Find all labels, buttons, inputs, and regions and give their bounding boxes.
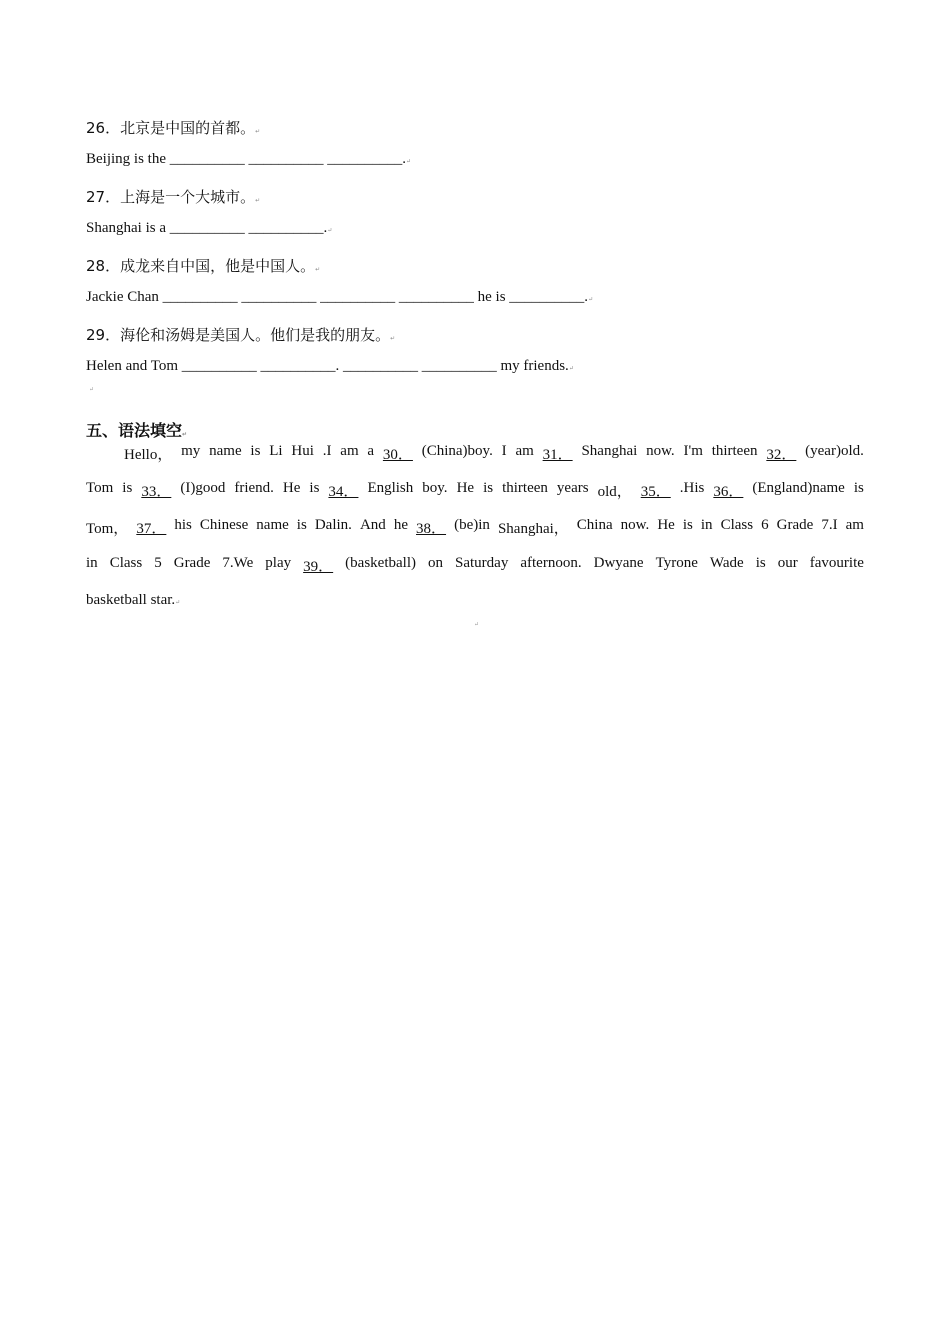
passage-word: I	[501, 443, 507, 459]
passage-word: He	[456, 480, 475, 496]
passage-word: name	[209, 443, 242, 459]
passage-word: is	[250, 443, 261, 459]
passage-word: (England)name	[752, 480, 845, 496]
passage-word: favourite	[809, 555, 864, 571]
passage-word: old，	[597, 484, 632, 500]
blank-number: 38．	[416, 521, 447, 537]
passage-word: he	[393, 517, 408, 533]
passage-line-5: basketball star.↵	[86, 592, 181, 608]
passage-word: Class	[109, 555, 143, 571]
section-title: 五、语法填空↵	[86, 421, 188, 440]
passage-word: I'm	[683, 443, 703, 459]
passage-word: is	[755, 555, 766, 571]
passage-word: is	[122, 480, 133, 496]
passage-word: a	[367, 443, 375, 459]
passage-word: boy.	[422, 480, 448, 496]
question-27-prompt: 27．上海是一个大城市。↵	[86, 188, 261, 206]
blank-number: 31．	[542, 447, 573, 463]
passage-word: my	[181, 443, 201, 459]
question-28-prompt: 28．成龙来自中国，他是中国人。↵	[86, 257, 321, 275]
passage-word: .I	[322, 443, 332, 459]
passage-word: is	[309, 480, 320, 496]
passage-word: 7.We	[222, 555, 254, 571]
question-29-prompt: 29．海伦和汤姆是美国人。他们是我的朋友。↵	[86, 326, 396, 344]
passage-line-4	[86, 555, 864, 576]
question-26-answer-line: Beijing is the __________ __________ __________.↵	[86, 151, 412, 167]
passage-word: play	[265, 555, 292, 571]
blank-number: 33．	[141, 484, 172, 500]
blank-number: 37．	[136, 521, 167, 537]
passage-word: .His	[679, 480, 705, 496]
blank-number: 30．	[382, 447, 413, 463]
passage-word: years	[556, 480, 589, 496]
passage-word: Hello，	[124, 447, 173, 463]
blank-number: 34．	[328, 484, 359, 500]
passage-word: He	[282, 480, 301, 496]
passage-word: is	[483, 480, 494, 496]
passage-word: And	[359, 517, 386, 533]
passage-word: (China)boy.	[421, 443, 493, 459]
passage-word: Hui	[291, 443, 314, 459]
passage-word: Tom	[86, 480, 114, 496]
question-28-answer-line: Jackie Chan __________ __________ __________ __________ he is __________.↵	[86, 289, 594, 305]
passage-word: name	[256, 517, 289, 533]
passage-word: is	[853, 480, 864, 496]
question-26-prompt: 26．北京是中国的首都。↵	[86, 119, 261, 137]
passage-word: am	[340, 443, 359, 459]
question-29-answer-line: Helen and Tom __________ __________. __________ __________ my friends.↵	[86, 358, 574, 374]
passage-word: Grade	[173, 555, 211, 571]
passage-word: Dalin.	[314, 517, 352, 533]
passage-word: 6	[761, 517, 769, 533]
passage-word: is	[682, 517, 693, 533]
passage-word: now.	[620, 517, 650, 533]
passage-word: Saturday	[455, 555, 509, 571]
passage-word: am	[515, 443, 534, 459]
passage-word: Class	[720, 517, 754, 533]
grammar-passage	[86, 443, 864, 613]
blank-number: 36．	[713, 484, 744, 500]
passage-word: Li	[269, 443, 283, 459]
passage-word: Shanghai	[581, 443, 638, 459]
passage-word: English	[367, 480, 414, 496]
passage-word: is	[296, 517, 307, 533]
passage-word: thirteen	[711, 443, 758, 459]
paragraph-mark: ↵	[474, 622, 480, 628]
blank-number: 35．	[640, 484, 671, 500]
passage-word: friend.	[234, 480, 274, 496]
passage-word: his	[174, 517, 192, 533]
passage-word: Chinese	[199, 517, 249, 533]
passage-word: (be)in	[454, 517, 490, 533]
passage-word: Tyrone	[655, 555, 698, 571]
paragraph-mark: ↵	[89, 387, 95, 393]
passage-line-3	[86, 517, 864, 538]
passage-word: on	[428, 555, 443, 571]
passage-word: 5	[154, 555, 162, 571]
passage-word: Shanghai，	[497, 521, 569, 537]
passage-word: our	[777, 555, 798, 571]
passage-word: Grade	[776, 517, 814, 533]
passage-word: Dwyane	[593, 555, 644, 571]
passage-line-2	[86, 480, 864, 501]
passage-line-1	[86, 443, 864, 464]
passage-word: am	[845, 517, 864, 533]
passage-word: Wade	[709, 555, 744, 571]
passage-word: 7.I	[821, 517, 838, 533]
passage-word: China	[576, 517, 613, 533]
blank-number: 39．	[303, 559, 334, 575]
passage-word: (year)old.	[805, 443, 864, 459]
passage-word: thirteen	[502, 480, 548, 496]
passage-word: He	[657, 517, 675, 533]
passage-word: afternoon.	[520, 555, 582, 571]
passage-word: now.	[646, 443, 675, 459]
passage-word: (I)good	[180, 480, 226, 496]
passage-word: (basketball)	[345, 555, 416, 571]
blank-number: 32．	[766, 447, 797, 463]
passage-word: Tom，	[86, 521, 129, 537]
question-27-answer-line: Shanghai is a __________ __________.↵	[86, 220, 333, 236]
passage-word: in	[86, 555, 98, 571]
passage-word: in	[700, 517, 713, 533]
